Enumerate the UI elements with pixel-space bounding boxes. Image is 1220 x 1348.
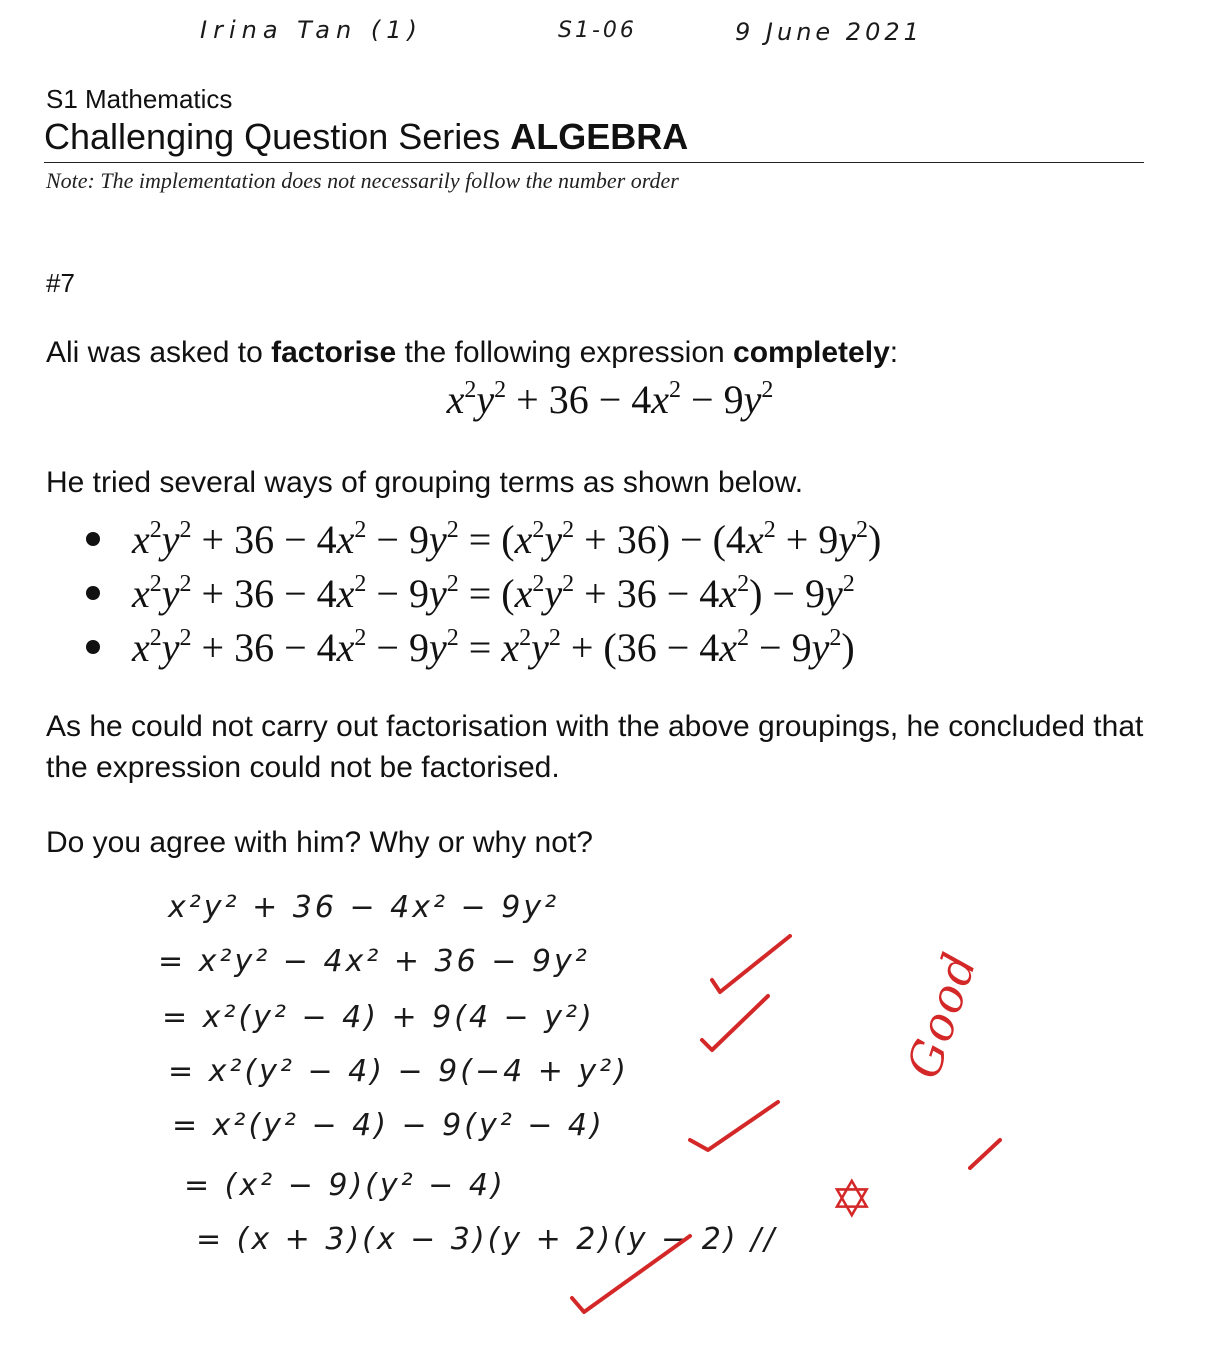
- student-class: S1-06: [558, 18, 637, 43]
- work-line-7: = (x + 3)(x − 3)(y + 2)(y − 2) //: [196, 1222, 778, 1257]
- tick-icon: [712, 936, 790, 992]
- tick-icon: [702, 996, 768, 1050]
- student-name: Irina Tan (1): [200, 16, 423, 44]
- conclusion-text: As he could not carry out factorisation with the above groupings, he concluded that the expression could not be factorised.: [46, 710, 1144, 784]
- work-line-5: = x²(y² − 4) − 9(y² − 4): [172, 1108, 605, 1143]
- work-line-2: = x²y² − 4x² + 36 − 9y²: [158, 944, 590, 979]
- series-topic: ALGEBRA: [510, 116, 689, 157]
- series-name: Challenging Question Series: [44, 116, 501, 157]
- intro-end: :: [889, 336, 899, 369]
- tried-groupings-text: He tried several ways of grouping terms as shown below.: [46, 466, 804, 499]
- submission-date: 9 June 2021: [735, 18, 923, 46]
- grouping-item-2: $x^2y^2 + 36 - 4x^2 - 9y^2 = (x^2y^2 + 36 - 4x^2) - 9y^2$: [86, 566, 881, 620]
- intro-text-2: the following expression: [396, 336, 734, 369]
- work-line-3: = x²(y² − 4) + 9(4 − y²): [162, 1000, 595, 1035]
- tick-icon: [572, 1236, 690, 1312]
- work-line-1: x²y² + 36 − 4x² − 9y²: [168, 890, 560, 925]
- question-number: #7: [46, 268, 75, 298]
- star-icon: ✡: [830, 1171, 874, 1229]
- main-expression: $x^2y^2 + 36 - 4x^2 - 9y^2$: [446, 377, 774, 422]
- grouping-item-3: $x^2y^2 + 36 - 4x^2 - 9y^2 = x^2y^2 + (36 - 4x^2 - 9y^2)$: [86, 620, 881, 674]
- intro-bold-factorise: factorise: [271, 336, 397, 369]
- intro-bold-completely: completely: [733, 336, 890, 369]
- grouping-item-1: $x^2y^2 + 36 - 4x^2 - 9y^2 = (x^2y^2 + 36) - (4x^2 + 9y^2)$: [86, 512, 881, 566]
- work-line-4: = x²(y² − 4) − 9(−4 + y²): [168, 1054, 629, 1089]
- teacher-comment-good: Good: [896, 944, 988, 1085]
- question-prompt: Do you agree with him? Why or why not?: [46, 826, 593, 859]
- implementation-note: Note: The implementation does not necessarily follow the number order: [46, 168, 679, 193]
- intro-text-1: Ali was asked to: [46, 336, 272, 369]
- tick-icon: [970, 1140, 1000, 1168]
- tick-icon: [690, 1102, 778, 1150]
- work-line-6: = (x² − 9)(y² − 4): [184, 1168, 506, 1203]
- course-title: S1 Mathematics: [46, 84, 233, 114]
